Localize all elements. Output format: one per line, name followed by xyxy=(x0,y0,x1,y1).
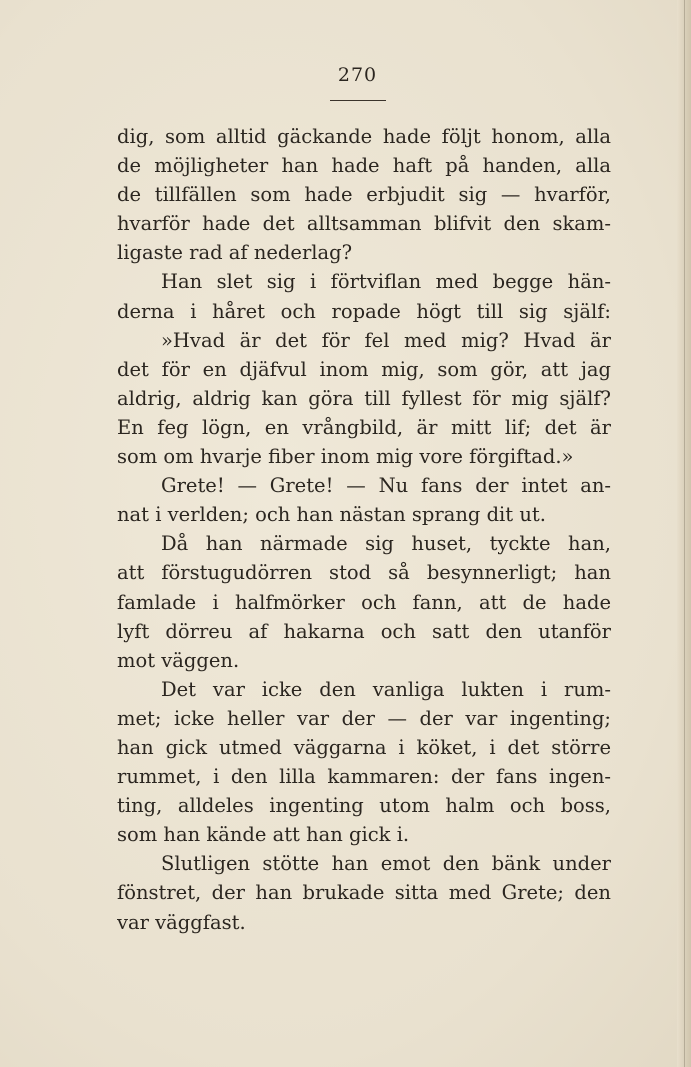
text-line: de tillfällen som hade erbjudit sig — hvarför, xyxy=(117,183,611,207)
body-text xyxy=(117,122,611,937)
text-line: ting, alldeles ingenting utom halm och boss, xyxy=(117,794,611,818)
text-line: fönstret, der han brukade sitta med Grete; den xyxy=(117,881,611,905)
text-line: met; icke heller var der — der var ingenting; xyxy=(117,706,611,730)
text-line: dig, som alltid gäckande hade följt honom, alla xyxy=(117,125,611,148)
text-line: var väggfast. xyxy=(117,910,246,934)
header-rule xyxy=(330,100,386,101)
text-line: Slutligen stötte han emot den bänk under xyxy=(161,852,611,876)
text-line: att förstugudörren stod så besynnerligt; han xyxy=(117,561,611,585)
text-line: En feg lögn, en vrångbild, är mitt lif; det är xyxy=(117,415,611,439)
text-line: Då han närmade sig huset, tyckte han, xyxy=(161,532,611,556)
text-line: aldrig, aldrig kan göra till fyllest för mig själf? xyxy=(117,386,611,410)
text-line: Grete! — Grete! — Nu fans der intet an- xyxy=(161,474,611,498)
text-line: nat i verlden; och han nästan sprang dit ut. xyxy=(117,503,546,527)
text-line: »Hvad är det för fel med mig? Hvad är xyxy=(161,328,611,352)
text-line: lyft dörreu af hakarna och satt den utanför xyxy=(117,619,611,643)
page-number: 270 xyxy=(337,64,378,86)
text-line: mot väggen. xyxy=(117,648,240,672)
text-line: de möjligheter han hade haft på handen, alla xyxy=(117,154,611,178)
text-line: hvarför hade det alltsamman blifvit den skam- xyxy=(117,212,611,236)
text-line: Han slet sig i förtviflan med begge hän- xyxy=(161,270,611,294)
text-line: rummet, i den lilla kammaren: der fans ingen- xyxy=(117,765,611,789)
text-line: som han kände att han gick i. xyxy=(117,823,410,847)
page-edge-line xyxy=(684,0,685,1067)
text-line: som om hvarje fiber inom mig vore förgiftad.» xyxy=(117,445,574,469)
text-line: det för en djäfvul inom mig, som gör, att jag xyxy=(117,357,611,381)
text-line: han gick utmed väggarna i köket, i det större xyxy=(117,735,611,759)
text-line: derna i håret och ropade högt till sig själf: xyxy=(117,299,611,323)
text-line: Det var icke den vanliga lukten i rum- xyxy=(161,677,611,701)
text-line: famlade i halfmörker och fann, att de hade xyxy=(117,590,611,614)
text-line: ligaste rad af nederlag? xyxy=(117,241,353,265)
